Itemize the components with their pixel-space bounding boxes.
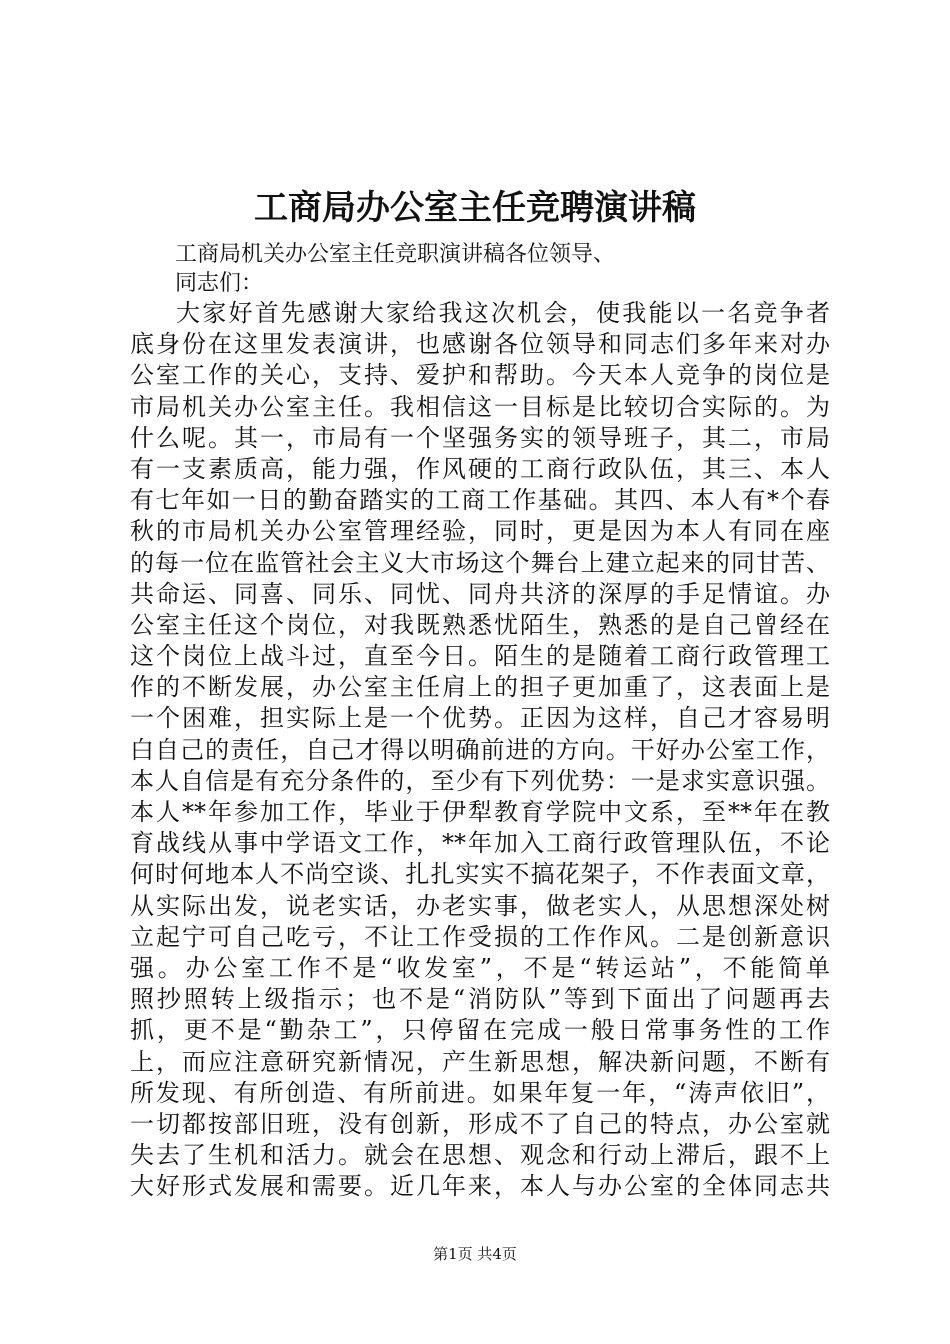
body-text — [130, 298, 830, 1202]
body-line: 强。办公室工作不是“收发室”，不是“转运站”，不能简单 — [130, 953, 830, 982]
document-title: 工商局办公室主任竞聘演讲稿 — [254, 188, 696, 228]
body-line: 有七年如一日的勤奋踏实的工商工作基础。其四、本人有*个春 — [130, 486, 830, 515]
body-line: 有一支素质高，能力强，作风硬的工商行政队伍，其三、本人 — [130, 454, 830, 483]
body-line: 上，而应注意研究新情况，产生新思想，解决新问题，不断有 — [130, 1047, 830, 1076]
body-line: 公室工作的关心，支持、爱护和帮助。今天本人竞争的岗位是 — [130, 361, 830, 390]
body-line: 什么呢。其一，市局有一个坚强务实的领导班子，其二，市局 — [130, 423, 830, 452]
body-line: 大家好首先感谢大家给我这次机会，使我能以一名竞争者 — [176, 299, 830, 327]
body-line: 本人**年参加工作，毕业于伊犁教育学院中文系，至**年在教 — [130, 798, 830, 826]
body-line: 一切都按部旧班，没有创新，形成不了自己的特点，办公室就 — [130, 1109, 830, 1138]
body-line: 市局机关办公室主任。我相信这一目标是比较切合实际的。为 — [130, 392, 830, 421]
body-line: 的每一位在监管社会主义大市场这个舞台上建立起来的同甘苦、 — [130, 548, 830, 577]
body-line: 白自己的责任，自己才得以明确前进的方向。干好办公室工作， — [130, 735, 830, 764]
body-line: 公室主任这个岗位，对我既熟悉忧陌生，熟悉的是自己曾经在 — [130, 610, 830, 639]
body-line: 从实际出发，说老实话，办老实事，做老实人，从思想深处树 — [130, 891, 830, 920]
body-line: 共命运、同喜、同乐、同忧、同舟共济的深厚的手足情谊。办 — [130, 579, 830, 608]
body-line: 失去了生机和活力。就会在思想、观念和行动上滞后，跟不上 — [130, 1141, 830, 1170]
body-line: 所发现、有所创造、有所前进。如果年复一年，“涛声依旧”， — [130, 1078, 830, 1107]
body-line: 这个岗位上战斗过，直至今日。陌生的是随着工商行政管理工 — [130, 642, 830, 671]
page-footer: 第1页 共4页 — [433, 1245, 517, 1263]
body-line: 育战线从事中学语文工作，**年加入工商行政管理队伍，不论 — [130, 829, 830, 858]
intro-line: 工商局机关办公室主任竞职演讲稿各位领导、 — [175, 242, 616, 267]
intro-line: 同志们： — [175, 271, 264, 296]
intro-block — [175, 240, 875, 298]
body-line: 大好形式发展和需要。近几年来，本人与办公室的全体同志共 — [130, 1172, 830, 1201]
body-line: 本人自信是有充分条件的，至少有下列优势：一是求实意识强。 — [130, 766, 830, 795]
body-line: 何时何地本人不尚空谈、扎扎实实不搞花架子，不作表面文章， — [130, 860, 830, 889]
body-line: 作的不断发展，办公室主任肩上的担子更加重了，这表面上是 — [130, 673, 830, 702]
body-line: 立起宁可自己吃亏，不让工作受损的工作作风。二是创新意识 — [130, 922, 830, 951]
body-line: 一个困难，担实际上是一个优势。正因为这样，自己才容易明 — [130, 704, 830, 733]
body-line: 照抄照转上级指示；也不是“消防队”等到下面出了问题再去 — [130, 985, 830, 1014]
body-line: 底身份在这里发表演讲，也感谢各位领导和同志们多年来对办 — [130, 330, 830, 359]
body-line: 秋的市局机关办公室管理经验，同时，更是因为本人有同在座 — [130, 517, 830, 546]
body-line: 抓，更不是“勤杂工”，只停留在完成一般日常事务性的工作 — [130, 1016, 830, 1045]
